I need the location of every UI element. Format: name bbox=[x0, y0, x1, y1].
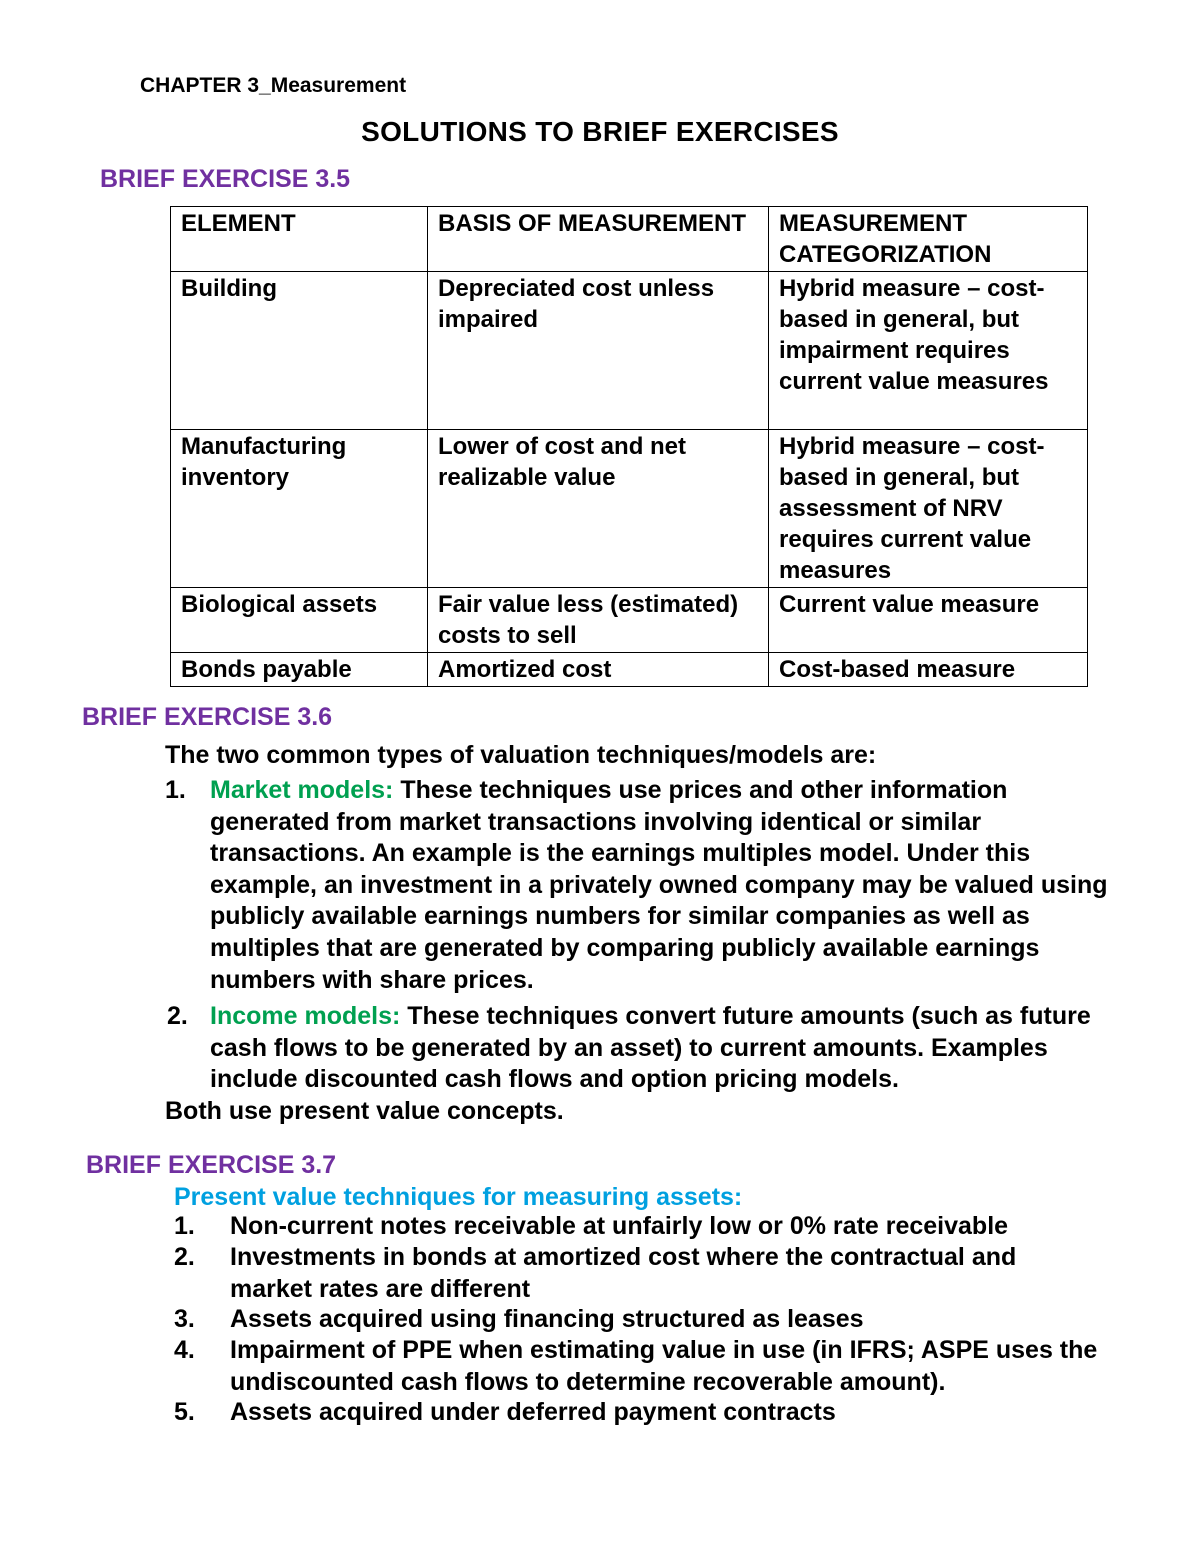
table-row bbox=[171, 430, 1088, 588]
table-cell: Lower of cost and net realizable value bbox=[428, 430, 769, 588]
chapter-label: CHAPTER 3_Measurement bbox=[140, 74, 407, 97]
table-row bbox=[171, 272, 1088, 430]
list-item: Assets acquired under deferred payment contracts bbox=[230, 1398, 836, 1426]
table-cell: Building bbox=[171, 272, 428, 430]
list-number: 5. bbox=[174, 1398, 195, 1426]
page-title: SOLUTIONS TO BRIEF EXERCISES bbox=[361, 116, 839, 147]
table-row bbox=[171, 588, 1088, 653]
table-cell: Cost-based measure bbox=[769, 653, 1088, 687]
table-cell: Hybrid measure – cost-based in general, but impairment requires current value measures bbox=[769, 272, 1088, 430]
valuation-conclusion: Both use present value concepts. bbox=[165, 1097, 564, 1125]
measurement-table bbox=[170, 206, 1088, 687]
exercise-3-6-heading: BRIEF EXERCISE 3.6 bbox=[82, 703, 333, 731]
table-header-cell: MEASUREMENT CATEGORIZATION bbox=[769, 207, 1088, 272]
list-item-market-models bbox=[210, 775, 1130, 996]
list-item-label: Income models: bbox=[210, 1002, 401, 1030]
table-cell: Manufacturing inventory bbox=[171, 430, 428, 588]
table-cell: Fair value less (estimated) costs to sell bbox=[428, 588, 769, 653]
list-number: 4. bbox=[174, 1336, 195, 1364]
list-item: Investments in bonds at amortized cost where the contractual and market rates are different bbox=[230, 1243, 1017, 1303]
list-number: 3. bbox=[174, 1305, 195, 1333]
table-cell: Depreciated cost unless impaired bbox=[428, 272, 769, 430]
list-item: Assets acquired using financing structured as leases bbox=[230, 1305, 864, 1333]
table-cell: Amortized cost bbox=[428, 653, 769, 687]
table-header-row bbox=[171, 207, 1088, 272]
list-number: 1. bbox=[165, 776, 186, 804]
table-cell: Hybrid measure – cost-based in general, but assessment of NRV requires current value measures bbox=[769, 430, 1088, 588]
exercise-3-7-heading: BRIEF EXERCISE 3.7 bbox=[86, 1151, 337, 1179]
list-item-income-models bbox=[210, 1001, 1130, 1096]
list-number: 2. bbox=[174, 1243, 195, 1271]
present-value-subheading: Present value techniques for measuring assets: bbox=[174, 1183, 743, 1211]
list-number: 2. bbox=[167, 1002, 188, 1030]
table-cell: Biological assets bbox=[171, 588, 428, 653]
list-item: Impairment of PPE when estimating value in use (in IFRS; ASPE uses the undiscounted cash flows to determine recoverable amount). bbox=[230, 1336, 1098, 1396]
valuation-intro: The two common types of valuation techniques/models are: bbox=[165, 741, 877, 769]
list-item-text: These techniques convert future amounts (such as future cash flows to be generated by an asset) to current amounts. Examples include discounted cash flows and option pricing models. bbox=[210, 1002, 1091, 1094]
table-cell: Current value measure bbox=[769, 588, 1088, 653]
exercise-3-5-heading: BRIEF EXERCISE 3.5 bbox=[100, 165, 351, 193]
list-item-label: Market models: bbox=[210, 776, 394, 804]
table-row bbox=[171, 653, 1088, 687]
table-header-cell: ELEMENT bbox=[171, 207, 428, 272]
list-item-text: These techniques use prices and other information generated from market transactions involving identical or similar transactions. An example is the earnings multiples model. Under this example, an investment in a privately owned company may be valued using publicly available earnings numbers for similar companies as well as multiples that are generated by comparing publicly available earnings numbers with share prices. bbox=[210, 776, 1108, 994]
list-number: 1. bbox=[174, 1212, 195, 1240]
list-item: Non-current notes receivable at unfairly low or 0% rate receivable bbox=[230, 1212, 1009, 1240]
table-header-cell: BASIS OF MEASUREMENT bbox=[428, 207, 769, 272]
table-cell: Bonds payable bbox=[171, 653, 428, 687]
